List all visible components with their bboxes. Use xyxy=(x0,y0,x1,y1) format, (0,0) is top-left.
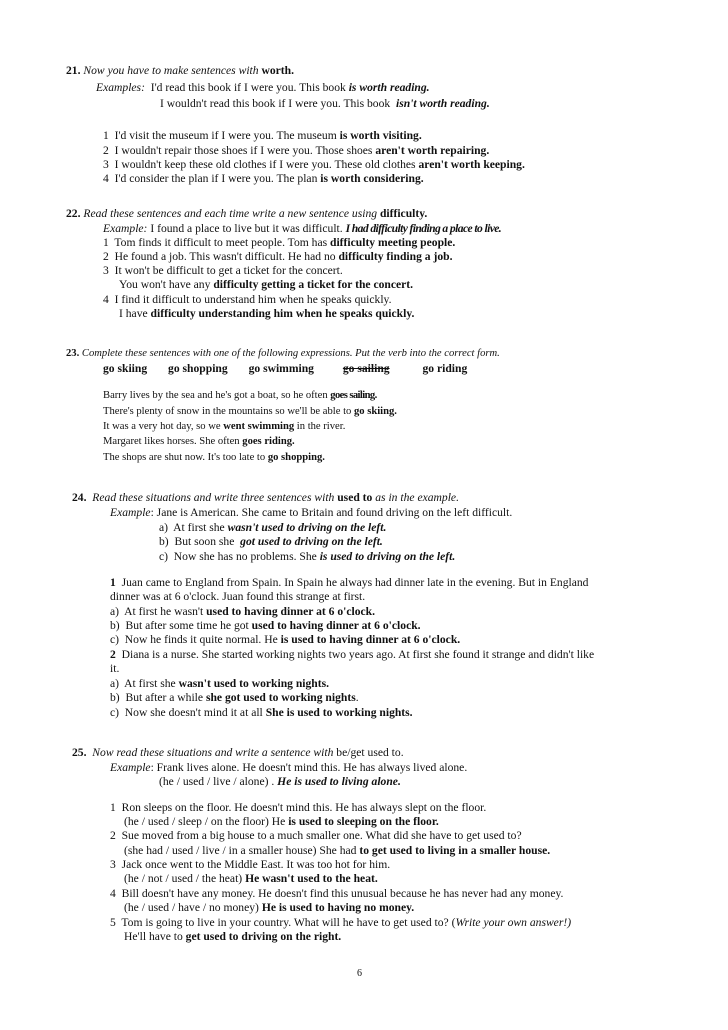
answer-line: I have difficulty understanding him when he speaks quickly. xyxy=(119,307,415,320)
answer-line: 4 I'd consider the plan if I were you. The plan is worth considering. xyxy=(103,172,424,185)
answer-line: The shops are shut now. It's too late to go shopping. xyxy=(103,452,325,463)
answer-line: 3 I wouldn't keep these old clothes if I were you. These old clothes aren't worth keeping. xyxy=(103,158,525,171)
answer-line: 2 He found a job. This wasn't difficult. He had no difficulty finding a job. xyxy=(103,250,453,263)
answer-line: There's plenty of snow in the mountains so we'll be able to go skiing. xyxy=(103,406,397,417)
situation-line: 2 Sue moved from a big house to a much smaller one. What did she have to get used to? xyxy=(110,829,522,842)
answer-line: b) But after some time he got used to having dinner at 6 o'clock. xyxy=(110,619,421,632)
exercise-23-instruction: 23. Complete these sentences with one of the following expressions. Put the verb into the correct form. xyxy=(66,348,500,359)
option-go-swimming: go swimming xyxy=(248,362,314,375)
exercise-22-instruction: 22. Read these sentences and each time write a new sentence using difficulty. xyxy=(66,207,428,220)
option-go-sailing: go sailing xyxy=(342,362,390,375)
situation-line: dinner was at 6 o'clock. Juan found this strange at first. xyxy=(110,590,366,603)
example-line: (he / used / live / alone) . He is used to living alone. xyxy=(159,775,401,788)
situation-line: 1 Ron sleeps on the floor. He doesn't mind this. He has always slept on the floor. xyxy=(110,801,487,814)
answer-line: (he / used / sleep / on the floor) He is used to sleeping on the floor. xyxy=(124,815,439,828)
answer-line: 4 I find it difficult to understand him when he speaks quickly. xyxy=(103,293,392,306)
exercise-number: 22. xyxy=(66,207,81,220)
expression-options xyxy=(103,362,485,376)
answer-line: (she had / used / live / in a smaller house) She had to get used to living in a smaller house. xyxy=(124,844,551,857)
example-line: c) Now she has no problems. She is used to driving on the left. xyxy=(159,550,456,563)
exercise-number: 21. xyxy=(66,64,81,77)
situation-line: it. xyxy=(110,662,120,675)
answer-line: a) At first he wasn't used to having dinner at 6 o'clock. xyxy=(110,605,375,618)
answer-line: It was a very hot day, so we went swimming in the river. xyxy=(103,421,346,432)
option-go-shopping: go shopping xyxy=(168,362,228,375)
answer-line: c) Now he finds it quite normal. He is used to having dinner at 6 o'clock. xyxy=(110,633,461,646)
answer-line: You won't have any difficulty getting a ticket for the concert. xyxy=(119,278,414,291)
example-line: a) At first she wasn't used to driving on the left. xyxy=(159,521,387,534)
exercise-21-instruction: 21. Now you have to make sentences with worth. xyxy=(66,64,294,77)
situation-line: 1 Juan came to England from Spain. In Spain he always had dinner late in the evening. But in England xyxy=(110,576,589,589)
exercise-number: 25. xyxy=(72,746,87,759)
example-line: Example: I found a place to live but it was difficult. I had difficulty finding a place to live. xyxy=(103,222,502,235)
example-line: Example: Frank lives alone. He doesn't mind this. He has always lived alone. xyxy=(110,761,468,774)
exercise-number: 23. xyxy=(66,348,80,359)
answer-line: Margaret likes horses. She often goes riding. xyxy=(103,436,295,447)
situation-line: 5 Tom is going to live in your country. What will he have to get used to? (Write your own answer!) xyxy=(110,916,572,929)
situation-line: 2 Diana is a nurse. She started working nights two years ago. At first she found it strange and didn't like xyxy=(110,648,595,661)
situation-line: 3 Jack once went to the Middle East. It was too hot for him. xyxy=(110,858,391,871)
example-line: b) But soon she got used to driving on the left. xyxy=(159,535,383,548)
answer-line: 1 I'd visit the museum if I were you. The museum is worth visiting. xyxy=(103,129,422,142)
answer-line: c) Now she doesn't mind it at all She is used to working nights. xyxy=(110,706,413,719)
example-line: I wouldn't read this book if I were you. This book isn't worth reading. xyxy=(160,97,490,110)
answer-line: b) But after a while she got used to working nights. xyxy=(110,691,359,704)
option-go-skiing: go skiing xyxy=(103,362,148,375)
situation-line: 4 Bill doesn't have any money. He doesn't find this unusual because he has never had any money. xyxy=(110,887,564,900)
answer-line: He'll have to get used to driving on the right. xyxy=(124,930,342,943)
exercise-24-instruction: 24. Read these situations and write three sentences with used to as in the example. xyxy=(72,491,459,504)
answer-line: (he / not / used / the heat) He wasn't used to the heat. xyxy=(124,872,378,885)
answer-line: a) At first she wasn't used to working nights. xyxy=(110,677,330,690)
answer-line: 3 It won't be difficult to get a ticket for the concert. xyxy=(103,264,343,277)
option-go-riding: go riding xyxy=(422,362,468,375)
answer-line: Barry lives by the sea and he's got a boat, so he often goes sailing. xyxy=(103,390,377,401)
answer-line: (he / used / have / no money) He is used to having no money. xyxy=(124,901,415,914)
example-line: Example: Jane is American. She came to Britain and found driving on the left difficult. xyxy=(110,506,513,519)
example-line: Examples: I'd read this book if I were you. This book is worth reading. xyxy=(96,81,430,94)
answer-line: 2 I wouldn't repair those shoes if I were you. Those shoes aren't worth repairing. xyxy=(103,144,490,157)
exercise-25-instruction: 25. Now read these situations and write a sentence with be/get used to. xyxy=(72,746,404,759)
exercise-number: 24. xyxy=(72,491,87,504)
page-number: 6 xyxy=(357,968,362,979)
answer-line: 1 Tom finds it difficult to meet people. Tom has difficulty meeting people. xyxy=(103,236,456,249)
